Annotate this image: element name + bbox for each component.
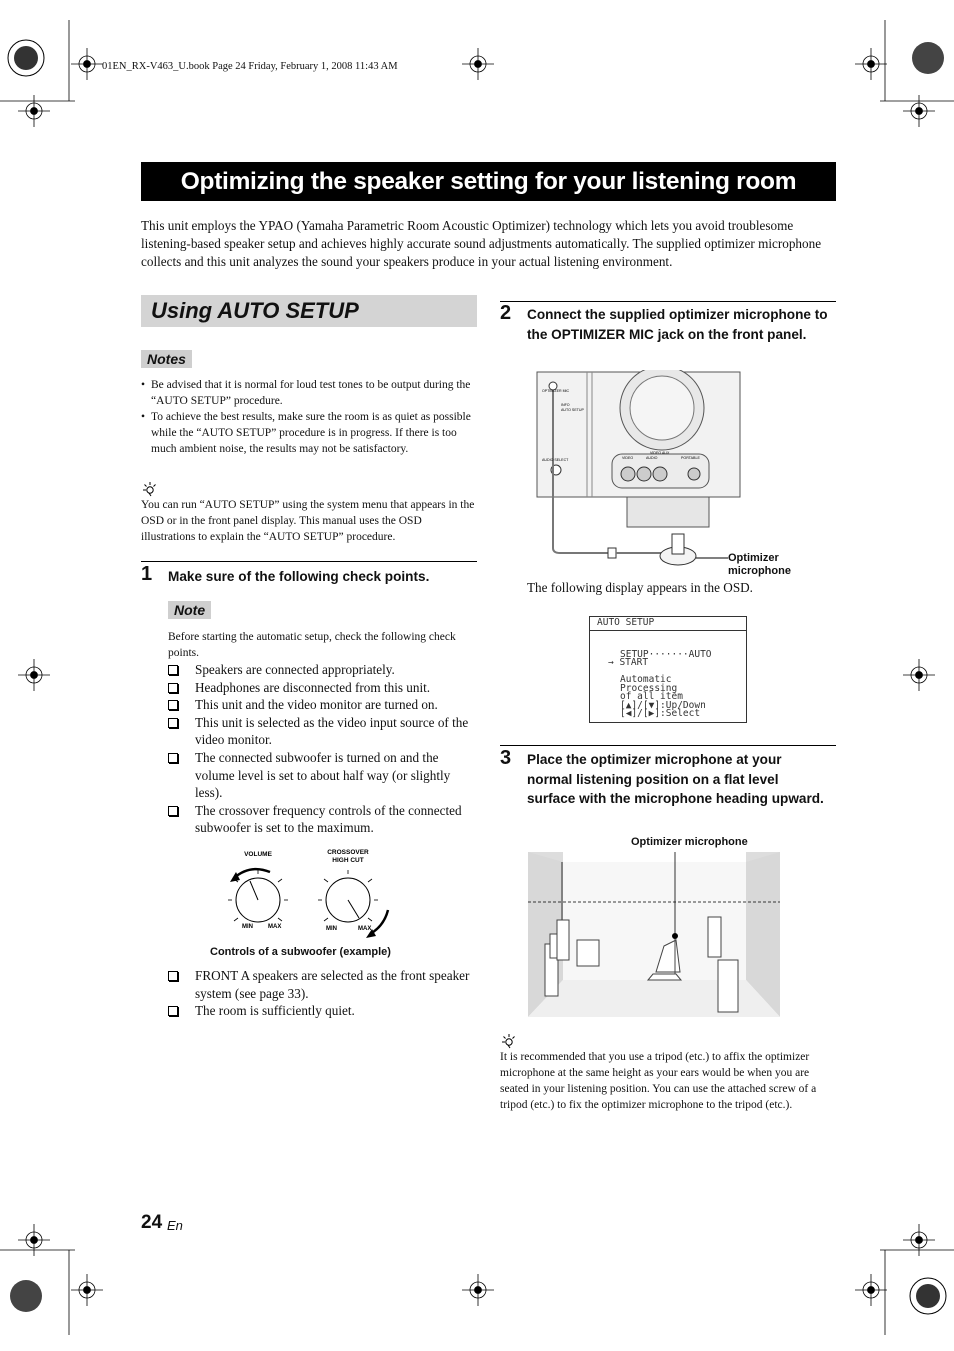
subwoofer-controls-figure <box>220 846 420 942</box>
step-2-text: Connect the supplied optimizer microphone to the OPTIMIZER MIC jack on the front panel. <box>527 307 828 342</box>
list-item: This unit and the video monitor are turned on. <box>168 696 478 714</box>
page-title: Optimizing the speaker setting for your listening room <box>141 162 836 201</box>
osd-title-rule <box>589 630 746 631</box>
osd-line: Automatic <box>620 674 672 685</box>
osd-line: SETUP·······AUTO <box>620 649 712 660</box>
room-figure <box>528 852 781 1018</box>
portable-label: PORTABLE <box>681 456 700 460</box>
notes-label: Notes <box>141 350 192 368</box>
step-divider <box>500 301 836 302</box>
osd-intro: The following display appears in the OSD. <box>527 580 753 595</box>
list-item: Speakers are connected appropriately. <box>168 661 478 679</box>
room-figure-label: Optimizer microphone <box>631 836 748 848</box>
step-divider <box>500 745 836 746</box>
info-label: INFO <box>561 403 570 407</box>
front-panel-figure <box>532 370 742 570</box>
step-divider <box>141 561 477 562</box>
list-item: The connected subwoofer is turned on and the volume level is set to about half way (or slightly less). <box>168 749 478 802</box>
xo-max: MAX <box>358 926 372 932</box>
vol-max: MAX <box>268 924 282 930</box>
notes-list <box>141 377 477 457</box>
list-item: FRONT A speakers are selected as the front speaker system (see page 33). <box>168 967 478 1002</box>
step-1-number: 1 <box>141 563 153 585</box>
osd-line: of all item <box>620 691 683 702</box>
tip-icon <box>141 481 157 497</box>
highcut-label: HIGH CUT <box>332 857 364 864</box>
video-label: VIDEO <box>622 456 634 460</box>
page-language: En <box>167 1218 183 1233</box>
vol-min: MIN <box>242 924 253 930</box>
optimizer-mic-label: OPTIMIZER MIC <box>542 389 570 393</box>
intro-paragraph: This unit employs the YPAO (Yamaha Parametric Room Acoustic Optimizer) technology which lets you avoid troublesome listening-based speaker setup and achieves highly accurate sound adjustments automatically. The supplied optimizer microphone collects and this unit analyzes the sound your speakers produce in your actual listening environment. <box>141 218 822 269</box>
list-item: • To achieve the best results, make sure the room is as quiet as possible while the “AUTO SETUP” procedure is in progress. If there is too much ambient noise, the results may not be satisfactory. <box>141 411 471 455</box>
mic-label: Optimizer microphone <box>728 552 791 577</box>
video-aux-label: VIDEO AUX <box>650 451 670 455</box>
step-1-text: Make sure of the following check points. <box>168 569 430 584</box>
header-line: 01EN_RX-V463_U.book Page 24 Friday, February 1, 2008 11:43 AM <box>102 61 398 72</box>
osd-line: [▲]/[▼]:Up/Down <box>620 700 706 711</box>
tip-text: It is recommended that you use a tripod (etc.) to affix the optimizer microphone at the same height as your ears would be when you are seated in your listening position. You can use the attached screw of a tripod (etc.) to fix the optimizer microphone to the tripod (etc.). <box>500 1051 817 1111</box>
checklist <box>168 661 478 837</box>
notes-tag <box>141 351 192 369</box>
xo-min: MIN <box>326 926 337 932</box>
note-label: Note <box>168 601 211 619</box>
step-3-text: Place the optimizer microphone at your normal listening position on a flat level surface with the microphone heading upward. <box>527 752 824 806</box>
note-text: Before starting the automatic setup, check the following check points. <box>168 631 456 659</box>
auto-setup-label: AUTO SETUP <box>561 408 584 412</box>
osd-line: [◀]/[▶]:Select <box>620 708 701 719</box>
tip-icon <box>500 1033 516 1049</box>
page-number: 24 <box>141 1212 163 1233</box>
list-item: This unit is selected as the video input source of the video monitor. <box>168 714 478 749</box>
list-item: The crossover frequency controls of the connected subwoofer is set to the maximum. <box>168 802 478 837</box>
osd-line: → START <box>608 657 649 668</box>
figure-caption: Controls of a subwoofer (example) <box>210 946 391 958</box>
list-item: • Be advised that it is normal for loud test tones to be output during the “AUTO SETUP” procedure. <box>141 379 471 407</box>
crossover-label: CROSSOVER <box>327 849 369 856</box>
section-title: Using AUTO SETUP <box>151 298 359 323</box>
audio-select-label: AUDIO SELECT <box>542 458 569 462</box>
step-3-number: 3 <box>500 747 512 769</box>
note-tag <box>168 602 211 620</box>
list-item: Headphones are disconnected from this unit. <box>168 679 478 697</box>
audio-label: AUDIO <box>646 456 658 460</box>
osd-line: Processing <box>620 683 678 694</box>
checklist-continued <box>168 967 478 1020</box>
volume-label: VOLUME <box>244 851 272 858</box>
list-item: The room is sufficiently quiet. <box>168 1002 478 1020</box>
step-2-number: 2 <box>500 302 512 324</box>
osd-title: AUTO SETUP <box>597 617 655 628</box>
tip-text: You can run “AUTO SETUP” using the system menu that appears in the OSD or in the front panel display. This manual uses the OSD illustrations to explain the “AUTO SETUP” procedure. <box>141 499 475 543</box>
